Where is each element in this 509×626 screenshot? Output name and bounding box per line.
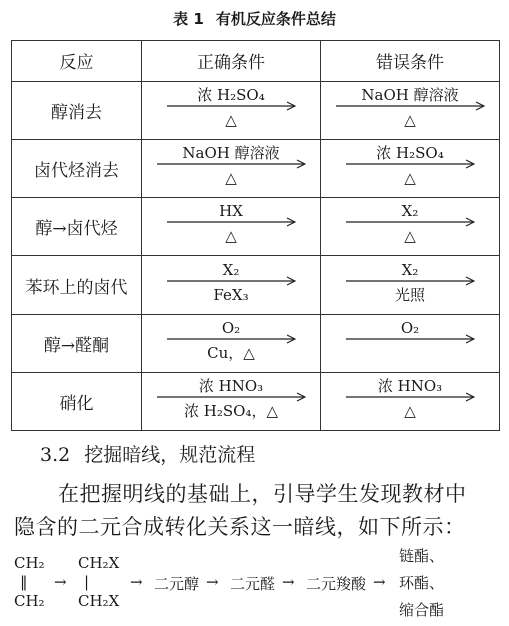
condition-below: 光照 bbox=[394, 285, 425, 304]
correct-condition bbox=[142, 372, 321, 430]
correct-condition bbox=[142, 198, 321, 256]
condition-below: Cu，△ bbox=[207, 343, 255, 362]
condition-below: △ bbox=[404, 227, 416, 246]
condition-below: △ bbox=[225, 169, 237, 188]
header-reaction: 反应 bbox=[12, 41, 142, 82]
correct-condition bbox=[142, 314, 321, 372]
condition-below: △ bbox=[225, 111, 237, 130]
wrong-condition bbox=[321, 256, 500, 314]
reaction-name: 苯环上的卤代 bbox=[12, 256, 142, 314]
section-title: 挖掘暗线，规范流程 bbox=[84, 444, 256, 466]
wrong-condition bbox=[321, 314, 500, 372]
table-row bbox=[12, 81, 500, 139]
wrong-condition bbox=[321, 140, 500, 198]
condition-arrow bbox=[345, 142, 475, 190]
correct-condition bbox=[142, 256, 321, 314]
reagent-above: O₂ bbox=[221, 318, 241, 337]
dialdehyde-label: 二元醛 bbox=[230, 575, 276, 593]
ethene-double-bond: ‖ bbox=[20, 573, 28, 591]
table-row bbox=[12, 256, 500, 314]
condition-below: FeX₃ bbox=[213, 285, 249, 304]
condition-arrow bbox=[166, 317, 296, 365]
condition-arrow bbox=[156, 142, 306, 190]
reagent-above: 浓 H₂SO₄ bbox=[376, 144, 444, 163]
condition-below: 浓 H₂SO₄，△ bbox=[184, 401, 278, 420]
ring-ester: 环酯、 bbox=[399, 574, 445, 592]
condition-arrow bbox=[166, 200, 296, 248]
conditions-table bbox=[11, 40, 500, 431]
condition-arrow bbox=[335, 84, 485, 132]
ethene-bottom: CH₂ bbox=[14, 592, 45, 610]
dihalide-single-bond: | bbox=[84, 573, 90, 591]
paragraph-line-2: 隐含的二元合成转化关系这一暗线，如下所示： bbox=[14, 515, 466, 539]
condensed-ester: 缩合酯 bbox=[399, 601, 445, 619]
dihalide-bottom: CH₂X bbox=[78, 592, 120, 610]
diol-label: 二元醇 bbox=[154, 575, 200, 593]
reaction-name: 醇→醛酮 bbox=[12, 314, 142, 372]
chain-arrow-2: → bbox=[130, 573, 143, 591]
reagent-above: 浓 HNO₃ bbox=[377, 376, 443, 395]
correct-condition bbox=[142, 140, 321, 198]
condition-arrow bbox=[345, 259, 475, 307]
chain-arrow-5: → bbox=[373, 573, 386, 591]
synthesis-chain bbox=[14, 548, 509, 618]
reagent-above: 浓 H₂SO₄ bbox=[197, 86, 265, 105]
table-row bbox=[12, 314, 500, 372]
reagent-above: X₂ bbox=[401, 202, 419, 221]
header-correct: 正确条件 bbox=[142, 41, 321, 82]
correct-condition bbox=[142, 81, 321, 139]
reaction-name: 醇→卤代烃 bbox=[12, 198, 142, 256]
reagent-above: NaOH 醇溶液 bbox=[361, 86, 459, 105]
table-number: 表 1 bbox=[173, 10, 204, 28]
table-row bbox=[12, 198, 500, 256]
diacid-label: 二元羧酸 bbox=[306, 575, 367, 593]
chain-arrow-3: → bbox=[206, 573, 219, 591]
condition-below: △ bbox=[404, 401, 416, 420]
table-row bbox=[12, 372, 500, 430]
condition-arrow bbox=[345, 317, 475, 365]
table-header-row bbox=[12, 41, 500, 82]
dihalide-top: CH₂X bbox=[78, 554, 120, 572]
section-number: 3.2 bbox=[40, 444, 71, 466]
section-heading bbox=[40, 440, 255, 467]
wrong-condition bbox=[321, 198, 500, 256]
condition-arrow bbox=[345, 200, 475, 248]
wrong-condition bbox=[321, 81, 500, 139]
condition-arrow bbox=[156, 375, 306, 423]
chain-ester: 链酯、 bbox=[399, 547, 445, 565]
wrong-condition bbox=[321, 372, 500, 430]
reaction-name: 醇消去 bbox=[12, 81, 142, 139]
reagent-above: HX bbox=[219, 202, 243, 221]
condition-below: △ bbox=[404, 111, 416, 130]
ethene-top: CH₂ bbox=[14, 554, 45, 572]
reagent-above: 浓 HNO₃ bbox=[198, 376, 264, 395]
condition-arrow bbox=[166, 259, 296, 307]
reagent-above: O₂ bbox=[400, 318, 420, 337]
table-row bbox=[12, 140, 500, 198]
condition-below: △ bbox=[404, 169, 416, 188]
condition-arrow bbox=[166, 84, 296, 132]
paragraph-line-1: 在把握明线的基础上，引导学生发现教材中 bbox=[58, 482, 467, 506]
reaction-arrow-icon bbox=[345, 333, 475, 345]
reaction-name: 硝化 bbox=[12, 372, 142, 430]
reaction-name: 卤代烃消去 bbox=[12, 140, 142, 198]
chain-arrow-4: → bbox=[282, 573, 295, 591]
reagent-above: X₂ bbox=[401, 260, 419, 279]
reagent-above: NaOH 醇溶液 bbox=[182, 144, 280, 163]
reagent-above: X₂ bbox=[222, 260, 240, 279]
chain-arrow-1: → bbox=[54, 573, 67, 591]
table-title: 有机反应条件总结 bbox=[215, 10, 336, 28]
header-wrong: 错误条件 bbox=[321, 41, 500, 82]
table-caption bbox=[0, 8, 509, 29]
condition-below: △ bbox=[225, 227, 237, 246]
condition-arrow bbox=[345, 375, 475, 423]
